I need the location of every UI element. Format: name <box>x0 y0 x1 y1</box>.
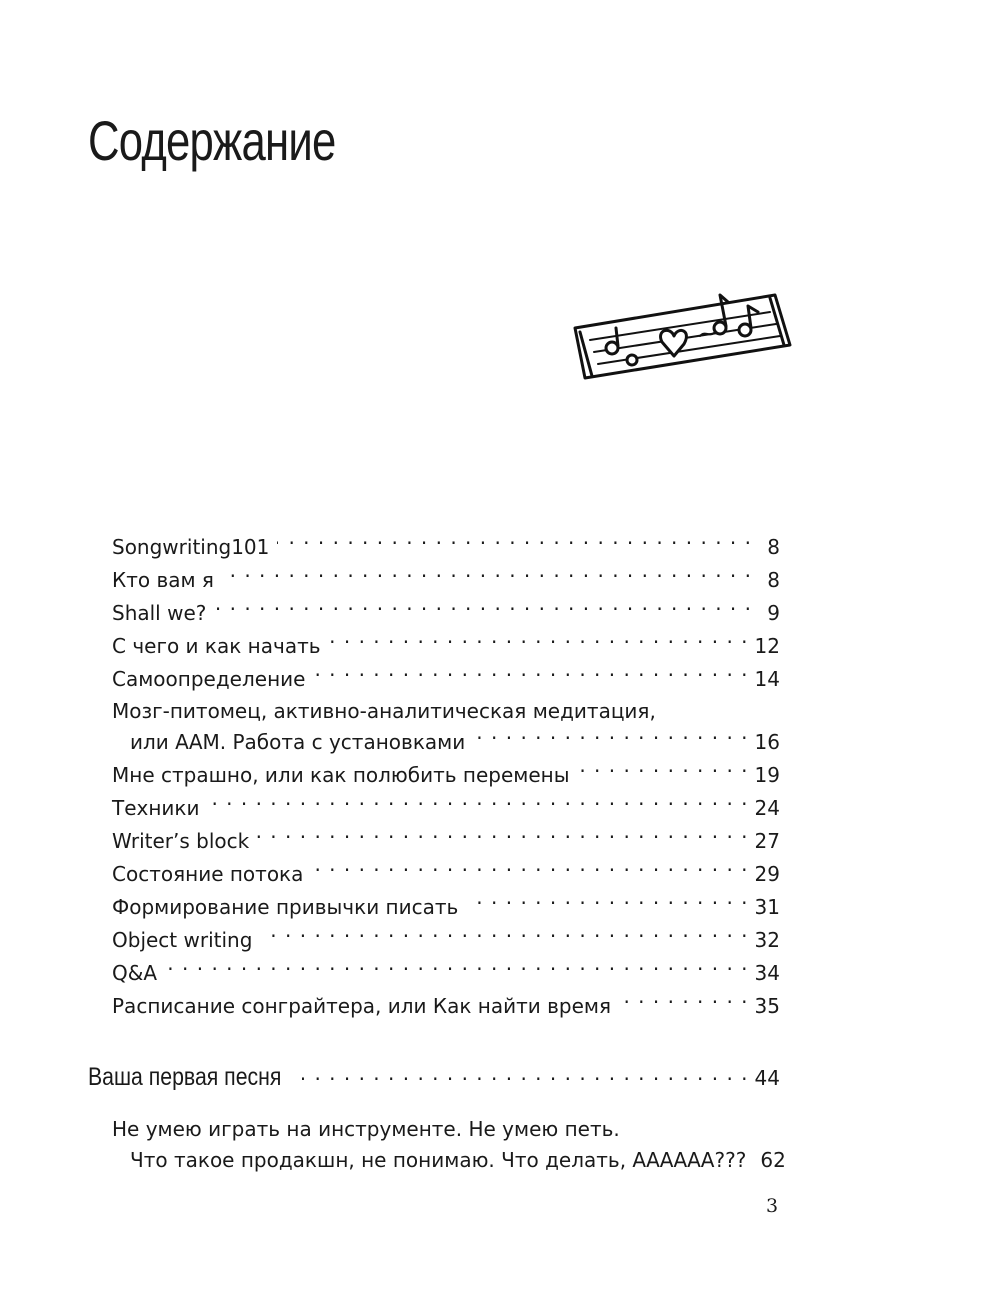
toc-item[interactable]: Shall we? . . . 9 <box>112 597 780 630</box>
toc-item[interactable]: Object writing . . . 32 <box>112 924 780 957</box>
page-title: Содержание <box>88 109 336 172</box>
table-of-contents <box>112 531 780 1023</box>
page-number: 3 <box>766 1195 779 1217</box>
section-page: 44 <box>754 1066 780 1090</box>
toc-item[interactable]: Writer’s block . . . 27 <box>112 825 780 858</box>
toc-item[interactable]: Кто вам я . . . 8 <box>112 564 780 597</box>
toc-item[interactable]: Состояние потока . . . 29 <box>112 858 780 891</box>
toc-item[interactable]: С чего и как начать . . . 12 <box>112 630 780 663</box>
toc-item[interactable]: Не умею играть на инструменте. Не умею петь. Что такое продакшн, не понимаю. Что делать, АААААА??? 62 <box>112 1117 786 1172</box>
toc-item[interactable]: Самоопределение . . . 14 <box>112 663 780 696</box>
section-items <box>112 1114 786 1177</box>
music-scroll-icon <box>570 290 800 385</box>
toc-item[interactable]: Расписание сонграйтера, или Как найти время . . . 35 <box>112 990 780 1023</box>
toc-item[interactable]: Формирование привычки писать . . . 31 <box>112 891 780 924</box>
toc-item[interactable]: Мне страшно, или как полюбить перемены . . . 19 <box>112 759 780 792</box>
toc-item[interactable]: Q&A . . . 34 <box>112 957 780 990</box>
toc-item[interactable]: Мозг-питомец, активно-аналитическая медитация, или ААМ. Работа с установками . . . 16 <box>112 696 780 759</box>
toc-item[interactable]: Техники . . . 24 <box>112 792 780 825</box>
section-title: Ваша первая песня <box>88 1063 282 1091</box>
toc-item[interactable]: Songwriting101 . . . 8 <box>112 531 780 564</box>
toc-section-heading[interactable] <box>88 1063 780 1092</box>
